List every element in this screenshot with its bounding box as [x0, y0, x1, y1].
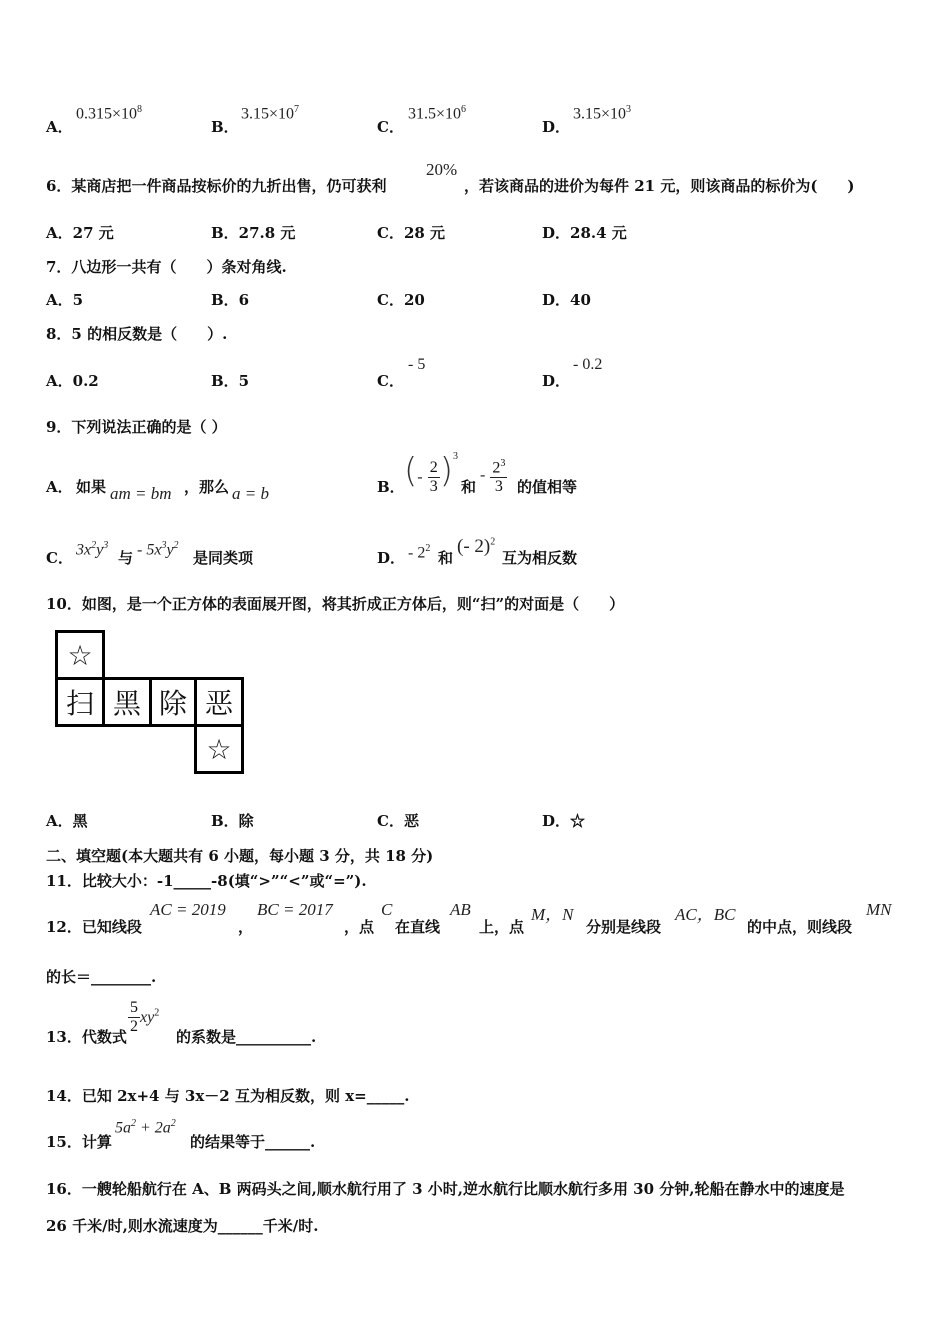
q5-option-b-letter: B． [211, 118, 239, 136]
q8-option-b: B．5 [211, 372, 250, 390]
q6-percent: 20% [426, 160, 458, 179]
q5-option-d-expr: $3.15\times 10^3$ [573, 104, 632, 123]
q12-expr-mn: MN [866, 900, 892, 919]
q9-option-d-expr1: - $2^2$ [408, 543, 431, 562]
q6-option-c: C．28 元 [377, 224, 446, 242]
q6-option-d: D．28.4 元 [542, 224, 627, 242]
net-cell-e: 恶 [194, 677, 244, 727]
q12-text-1: 12．已知线段 [46, 918, 142, 936]
q8-option-d: D． [542, 372, 571, 390]
q10-stem: 10．如图，是一个正方体的表面展开图，将其折成正方体后，则“扫”的对面是（ ） [46, 595, 625, 613]
q10-option-a: A．黑 [46, 812, 88, 830]
q12-line-2: 的长＝________. [46, 968, 157, 986]
q7-option-a: A．5 [46, 291, 84, 309]
q12-expr-ab: AB [450, 900, 471, 919]
q9-option-c-text: 与 [118, 549, 134, 567]
net-cell-sao: 扫 [55, 677, 105, 727]
q12-text-4: 在直线 [395, 918, 441, 936]
q9-option-a-expr1: am = bm [110, 484, 172, 503]
q12-expr-mn-points: M，N [531, 905, 574, 924]
q9-option-a-text1: 如果 [76, 478, 107, 496]
q9-option-d-letter: D． [377, 549, 406, 567]
q13-text-1: 13．代数式 [46, 1028, 127, 1046]
q10-option-d: D．☆ [542, 812, 586, 830]
q11-stem: 11．比较大小：-1_____-8(填“>”“<”或“=”). [46, 872, 367, 890]
q9-option-a-letter: A． [46, 478, 73, 496]
q7-option-b: B．6 [211, 291, 250, 309]
q9-option-b-expr2: - $\frac{2^3}{3}$ [480, 455, 507, 496]
q5-option-b-expr: $3.15\times 10^7$ [241, 104, 300, 123]
q12-text-6: 分别是线段 [586, 918, 662, 936]
q7-option-c: C．20 [377, 291, 425, 309]
q15-text-1: 15．计算 [46, 1133, 112, 1151]
net-cell-chu: 除 [149, 677, 197, 727]
q6-stem-b: ，若该商品的进价为每件 21 元，则该商品的标价为( ) [464, 177, 855, 195]
q9-option-b-letter: B． [377, 478, 405, 496]
q8-option-a: A．0.2 [46, 372, 99, 390]
q9-option-c-letter: C． [46, 549, 73, 567]
q15-text-2: 的结果等于______. [190, 1133, 316, 1151]
q6-stem-a: 6．某商店把一件商品按标价的九折出售，仍可获利 [46, 177, 387, 195]
q9-stem: 9．下列说法正确的是（ ） [46, 418, 227, 436]
q5-option-d-letter: D． [542, 118, 571, 136]
q12-expr-c: C [381, 900, 393, 919]
q10-option-b: B．除 [211, 812, 254, 830]
q14-stem: 14．已知 2x+4 与 3x－2 互为相反数，则 x=_____. [46, 1087, 410, 1105]
section-2-title: 二、填空题(本大题共有 6 小题，每小题 3 分，共 18 分) [46, 847, 434, 865]
q9-option-d-tail: 互为相反数 [502, 549, 578, 567]
q12-text-7: 的中点，则线段 [747, 918, 853, 936]
q12-text-2: ， [238, 918, 254, 936]
q9-option-b-and: 和 [461, 478, 477, 496]
q9-option-d-and: 和 [438, 549, 454, 567]
q12-expr-ac: AC = 2019 [150, 900, 226, 919]
q8-option-c-expr: - 5 [408, 356, 426, 373]
q10-option-c: C．恶 [377, 812, 419, 830]
q7-option-d: D．40 [542, 291, 591, 309]
q9-option-a-expr2: a = b [232, 484, 269, 503]
q8-option-c: C． [377, 372, 404, 390]
q8-option-d-expr: - 0.2 [573, 356, 603, 373]
net-cell-star-top: ☆ [55, 630, 105, 680]
q13-expr: $\frac{5}{2}$ $xy^2$ [130, 999, 160, 1035]
q15-expr: $5a^2 + 2a^2$ [115, 1118, 176, 1137]
q8-stem: 8．5 的相反数是（ ）. [46, 325, 228, 343]
q12-text-3: ，点 [344, 918, 375, 936]
q16-line-2: 26 千米/时,则水流速度为______千米/时. [46, 1217, 319, 1235]
q9-option-c-tail: 是同类项 [193, 549, 254, 567]
q9-option-d-expr2: (- 2)$^2$ [457, 536, 496, 557]
q12-expr-bc: BC = 2017 [257, 900, 333, 919]
q6-option-b: B．27.8 元 [211, 224, 296, 242]
net-cell-star-bottom: ☆ [194, 724, 244, 774]
q7-stem: 7．八边形一共有（ ）条对角线. [46, 258, 287, 276]
q5-option-a-expr: $0.315\times 10^8$ [76, 104, 143, 123]
q5-option-c-expr: $31.5\times 10^6$ [408, 104, 467, 123]
q13-text-2: 的系数是__________. [176, 1028, 317, 1046]
q16-line-1: 16．一艘轮船航行在 A、B 两码头之间,顺水航行用了 3 小时,逆水航行比顺水航行多用 30 分钟,轮船在静水中的速度是 [46, 1180, 845, 1198]
q9-option-c-expr1: $3x^2y^3$ [76, 540, 109, 559]
net-cell-hei: 黑 [102, 677, 152, 727]
q12-text-5: 上，点 [479, 918, 525, 936]
q9-option-b-tail: 的值相等 [517, 478, 578, 496]
q12-expr-segments: AC，BC [675, 905, 736, 924]
q5-option-c-letter: C． [377, 118, 404, 136]
q6-option-a: A．27 元 [46, 224, 114, 242]
q9-option-b-expr1: (- $\frac{2}{3}$ )$^3$ [404, 451, 458, 495]
q9-option-a-text2: ，那么 [184, 478, 230, 496]
q5-option-a-letter: A． [46, 118, 73, 136]
q9-option-c-expr2: - $5x^3y^2$ [137, 540, 179, 559]
